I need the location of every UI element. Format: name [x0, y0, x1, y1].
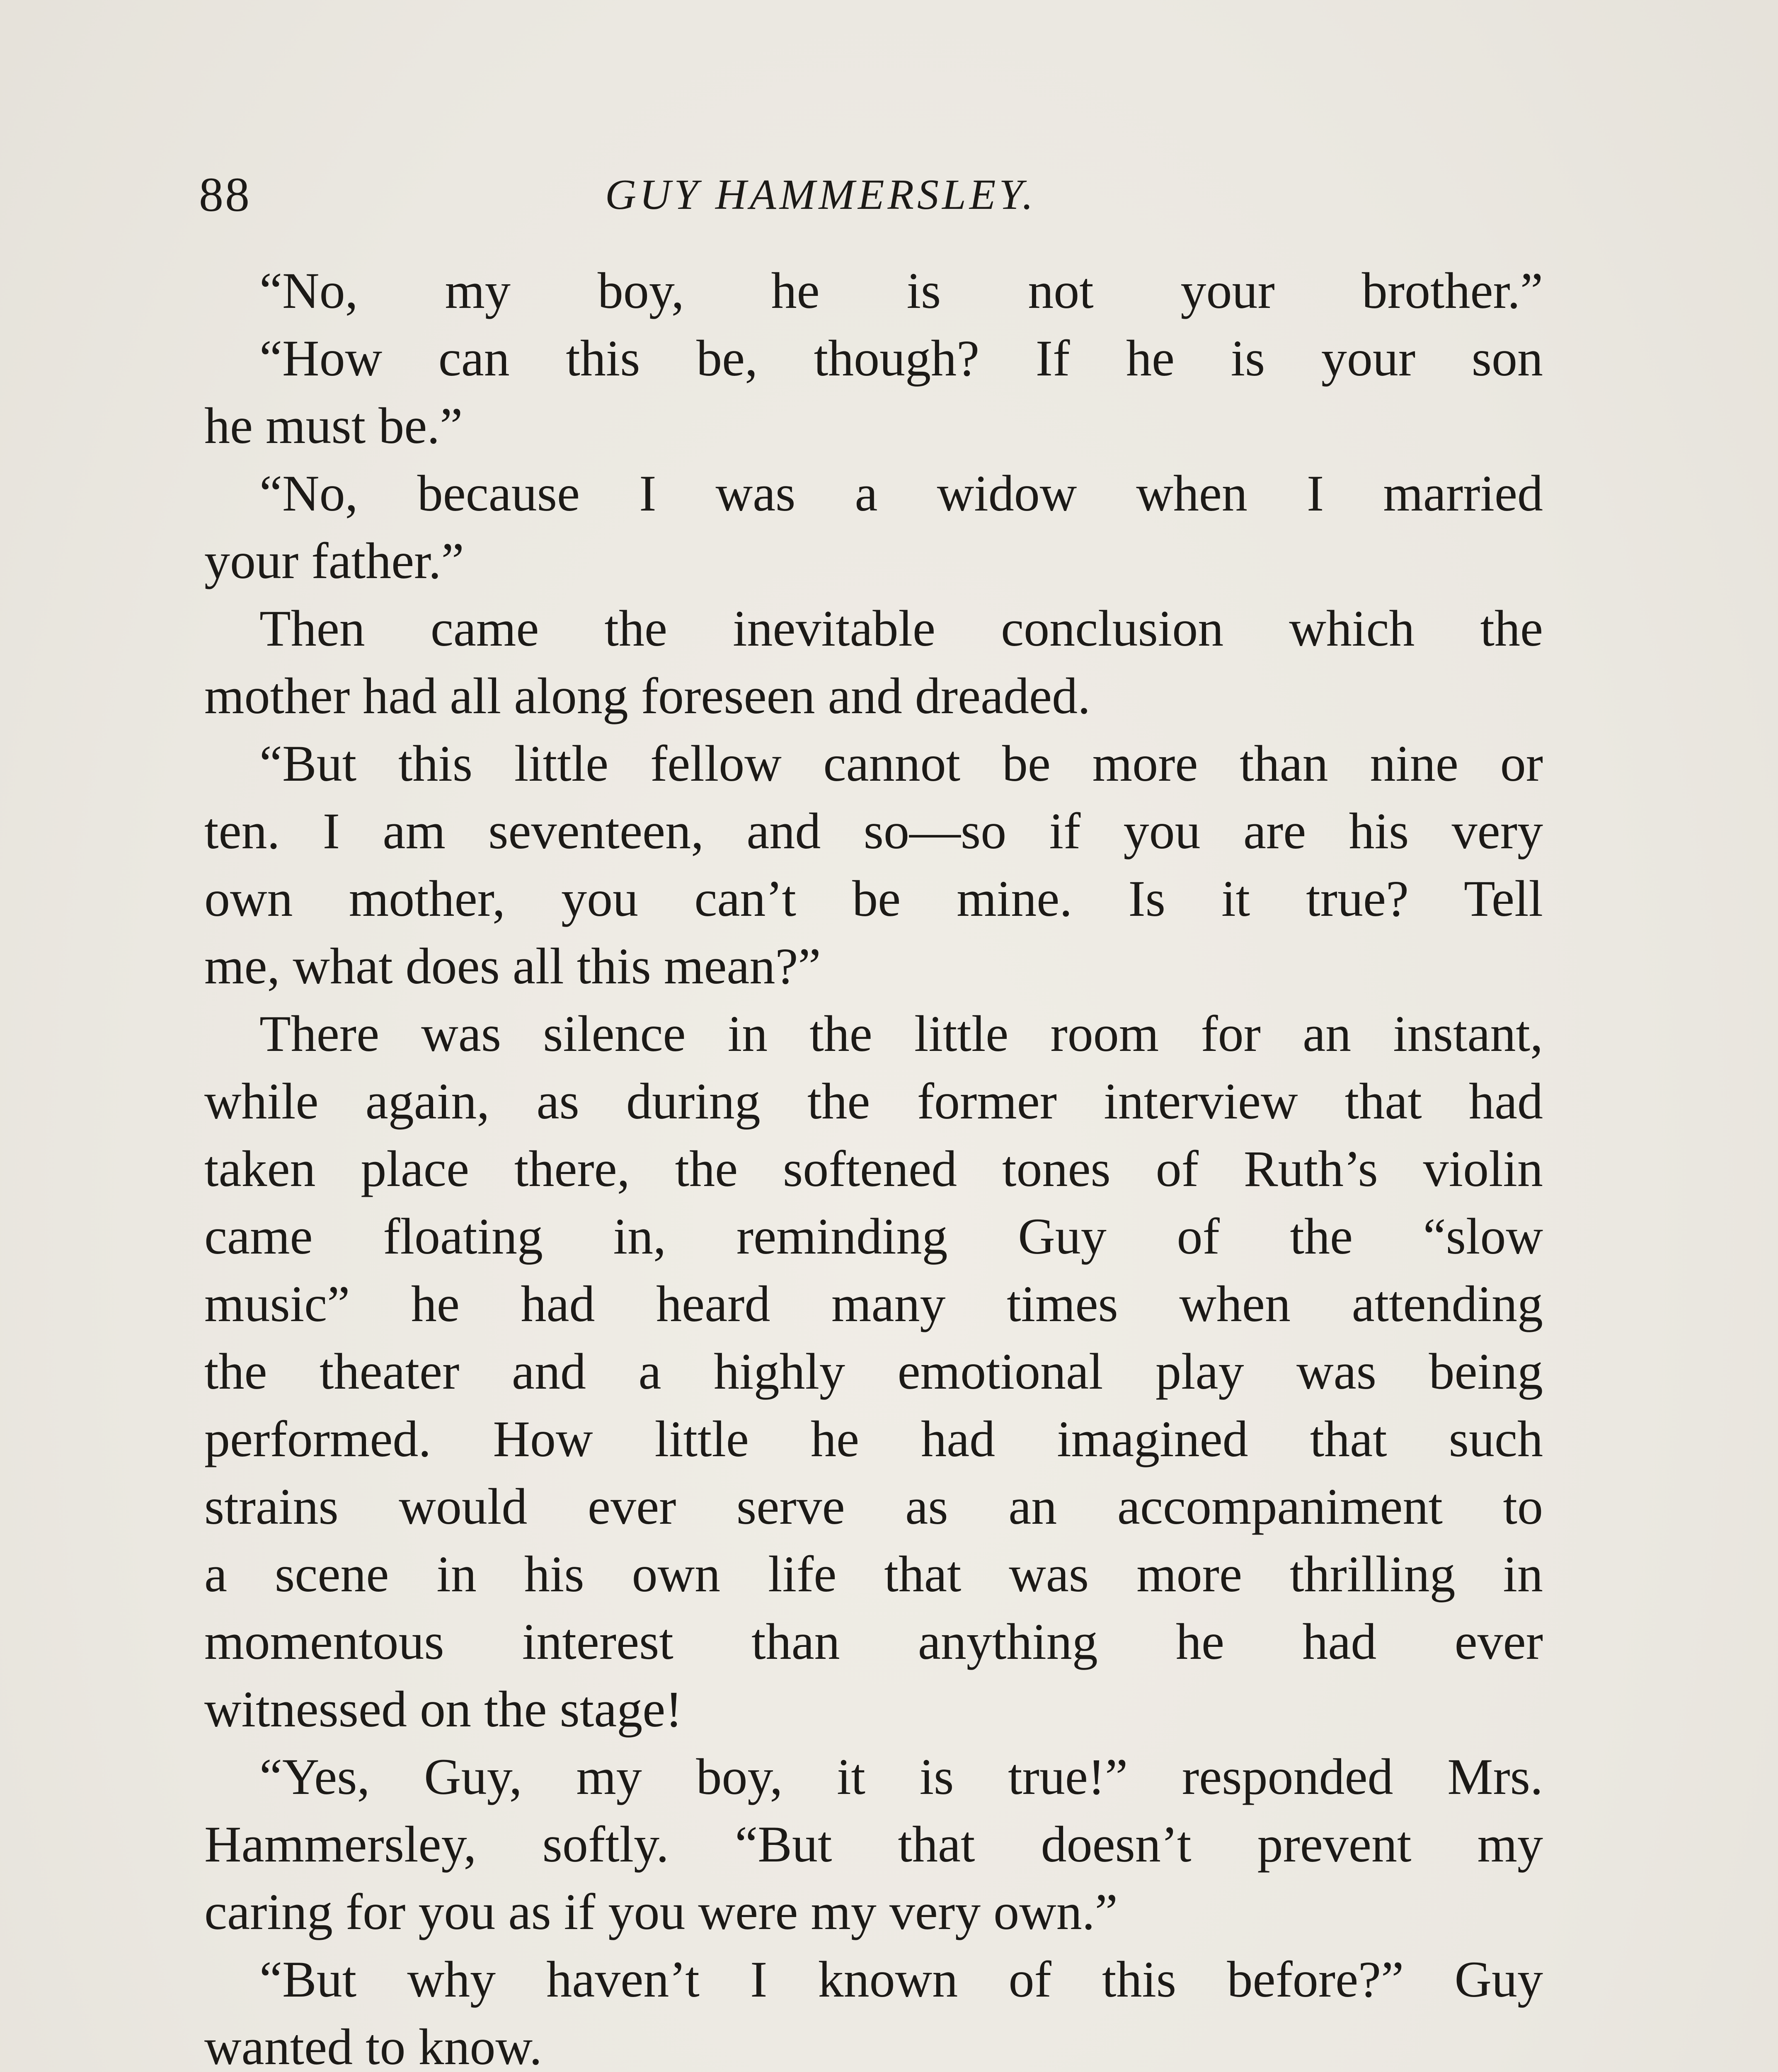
text-line: “No, because I was a widow when I married	[259, 465, 1543, 522]
text-line: caring for you as if you were my very own.”	[204, 1883, 1118, 1940]
text-line: mother had all along foreseen and dreaded.	[204, 668, 1091, 724]
running-head-title: GUY HAMMERSLEY.	[605, 171, 1037, 218]
page-number: 88	[199, 167, 251, 222]
text-line: witnessed on the stage!	[204, 1681, 683, 1738]
text-line: There was silence in the little room for an instant,	[259, 1005, 1543, 1062]
text-line: “But this little fellow cannot be more than nine or	[259, 735, 1543, 792]
text-line: while again, as during the former interview that had	[204, 1073, 1543, 1130]
text-line: “But why haven’t I known of this before?” Guy	[259, 1951, 1543, 2008]
text-line: momentous interest than anything he had ever	[204, 1613, 1543, 1670]
text-line: taken place there, the softened tones of Ruth’s violin	[204, 1140, 1543, 1197]
text-line: performed. How little he had imagined that such	[204, 1411, 1543, 1467]
text-line: me, what does all this mean?”	[204, 938, 821, 995]
page-header	[199, 157, 1542, 232]
text-line: music” he had heard many times when attending	[204, 1276, 1543, 1332]
text-line: wanted to know.	[204, 2019, 543, 2072]
text-line: “No, my boy, he is not your brother.”	[259, 262, 1543, 319]
text-line: he must be.”	[204, 397, 463, 454]
text-line: Hammersley, softly. “But that doesn’t prevent my	[204, 1816, 1543, 1873]
text-line: your father.”	[204, 533, 464, 589]
body-text	[204, 257, 1543, 2072]
text-line: “Yes, Guy, my boy, it is true!” responded Mrs.	[259, 1748, 1543, 1805]
text-line: own mother, you can’t be mine. Is it true? Tell	[204, 870, 1543, 927]
text-line: ten. I am seventeen, and so—so if you are his very	[204, 803, 1543, 859]
text-line: strains would ever serve as an accompaniment to	[204, 1478, 1543, 1535]
text-line: came floating in, reminding Guy of the “slow	[204, 1208, 1543, 1265]
text-line: “How can this be, though? If he is your son	[259, 330, 1543, 387]
text-line: a scene in his own life that was more thrilling in	[204, 1546, 1543, 1602]
text-line: Then came the inevitable conclusion which the	[259, 600, 1543, 657]
text-line: the theater and a highly emotional play was being	[204, 1343, 1543, 1400]
